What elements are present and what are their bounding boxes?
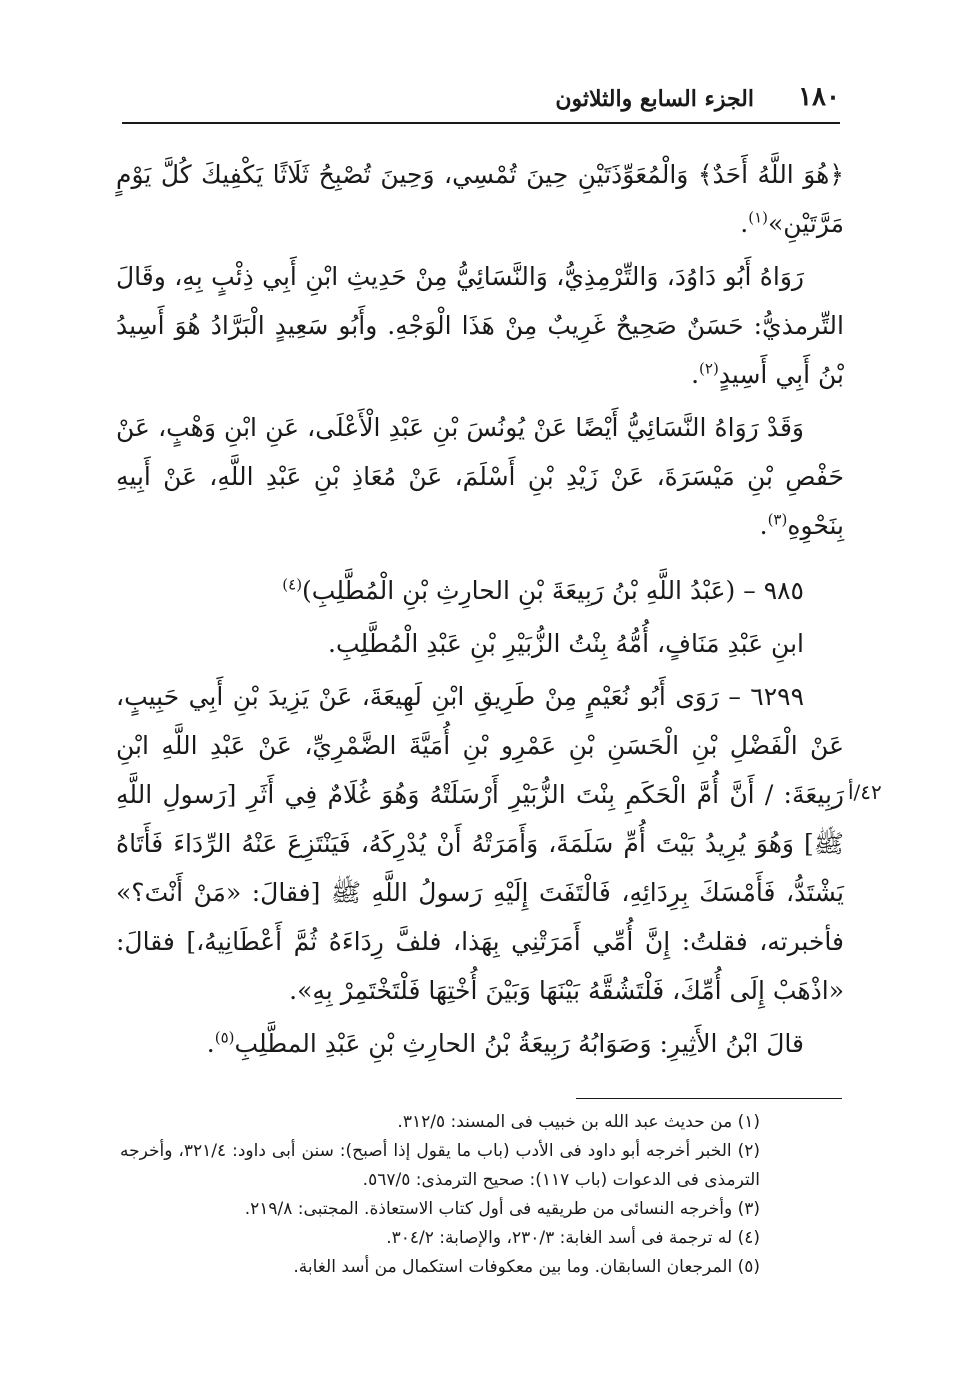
main-text [116,150,844,1072]
hadith-number: ٦٢٩٩ [750,682,805,711]
paragraph: ﴿هُوَ اللَّهُ أَحَدٌ﴾ وَالْمُعَوِّذَتَيْنِ حِينَ تُمْسِي، وَحِينَ تُصْبِحُ ثَلَاثًا يَكْفِيكَ كُلَّ يَوْمٍ مَرَّتَيْنِ»$^{(١)}$. [116,160,844,238]
paragraph: رَوَاهُ أَبُو دَاوُدَ، وَالتِّرْمِذِيُّ، وَالنَّسَائِيُّ مِنْ حَدِيثِ ابْنِ أَبِي ذِئْبٍ بِهِ، وقَالَ التِّرمذيُّ: حَسَنٌ صَحِيحٌ غَرِيبٌ مِنْ هَذَا الْوَجْهِ. وأَبُو سَعِيدٍ الْبَرَّادُ هُوَ أَسِيدُ بْنُ أَبِي أَسِيدٍ$^{(٢)}$. [116,262,844,389]
footnote-mark: (٤) [282,575,303,594]
page-number: ١٨٠ [798,82,840,112]
running-title: الجزء السابع والثلاثون [555,86,754,112]
page-header [122,78,840,118]
footnote-rule [576,1098,842,1099]
footnote-mark: (٣) [767,510,788,529]
header-rule [122,122,840,124]
hadith-paragraph: ٦٢٩٩ – رَوَى أَبُو نُعَيْمٍ مِنْ طَرِيقِ ابْنِ لَهِيعَةَ، عَنْ يَزِيدَ بْنِ أَبِي حَبِيبٍ، عَنْ الْفَضْلِ بْنِ الْحَسَنِ بْنِ عَمْرِو بْنِ أُمَيَّةَ الضَّمْرِيِّ، عَنْ عَبْدِ اللَّهِ ابْنِ رَبِيعَةَ: / أَنَّ أُمَّ الْحَكَمِ بِنْتَ الزُّبَيْرِ أَرْسَلَتْهُ وَهُوَ غُلَامٌ فِي أَثَرِ [رَسولِ اللَّهِ ﷺ] وَهُوَ يُرِيدُ بَيْتَ أُمِّ سَلَمَةَ، وَأَمَرَتْهُ أَنْ يُدْرِكَهُ، فَيَنْتَزِعَ عَنْهُ الرِّدَاءَ فَأَتَاهُ يَشْتَدُّ، فَأَمْسَكَ بِرِدَائِهِ، فَالْتَفَتَ إِلَيْهِ رَسولُ اللَّهِ ﷺ [فقالَ: «مَنْ أَنْتَ؟» فأخبرته، فقلتُ: إِنَّ أُمِّي أَمَرَتْنِي بِهَذا، فلفَّ رِدَاءَهُ ثُمَّ أَعْطَانِيهُ،] فقالَ: «اذْهَبْ إِلَى أُمِّكَ، فَلْتَشُقَّهُ بَيْنَهَا وَبَيْنَ أُخْتِهَا فَلْتَخْتَمِرْ بِهِ». [116,682,844,1005]
manuscript-folio-marker: ٤٢/أ [848,780,882,804]
hadith-text: رَوَى أَبُو نُعَيْمٍ مِنْ طَرِيقِ ابْنِ لَهِيعَةَ، عَنْ يَزِيدَ بْنِ أَبِي حَبِيبٍ، عَنْ الْفَضْلِ بْنِ الْحَسَنِ بْنِ عَمْرِو بْنِ أُمَيَّةَ الضَّمْرِيِّ، عَنْ عَبْدِ اللَّهِ ابْنِ رَبِيعَةَ: / أَنَّ أُمَّ الْحَكَمِ بِنْتَ الزُّبَيْرِ أَرْسَلَتْهُ وَهُوَ غُلَامٌ فِي أَثَرِ [رَسولِ اللَّهِ ﷺ] وَهُوَ يُرِيدُ بَيْتَ أُمِّ سَلَمَةَ، وَأَمَرَتْهُ أَنْ يُدْرِكَهُ، فَيَنْتَزِعَ عَنْهُ الرِّدَاءَ فَأَتَاهُ يَشْتَدُّ، فَأَمْسَكَ بِرِدَائِهِ، فَالْتَفَتَ إِلَيْهِ رَسولُ اللَّهِ ﷺ [فقالَ: «مَنْ أَنْتَ؟» فأخبرته، فقلتُ: إِنَّ أُمِّي أَمَرَتْنِي بِهَذا، فلفَّ رِدَاءَهُ ثُمَّ أَعْطَانِيهُ،] فقالَ: «اذْهَبْ إِلَى أُمِّكَ، فَلْتَشُقَّهُ بَيْنَهَا وَبَيْنَ أُخْتِهَا فَلْتَخْتَمِرْ بِهِ». [116,682,844,1005]
entry-heading: ٩٨٥ – (عَبْدُ اللَّهِ بْنُ رَبِيعَةَ بْنِ الحارِثِ بْنِ الْمُطَّلِبِ)$^{(٤)}$ [282,575,804,605]
entry-title: (عَبْدُ اللَّهِ بْنُ رَبِيعَةَ بْنِ الحارِثِ بْنِ الْمُطَّلِبِ) [302,576,736,605]
footnotes [120,1108,760,1282]
footnote: (٣) وأخرجه النسائى من طريقيه فى أول كتاب الاستعاذة. المجتبى: ٢١٩/٨. [244,1199,760,1219]
footnote-mark: (١) [748,208,768,227]
entry-number: ٩٨٥ [763,576,804,605]
footnote: (١) من حديث عبد الله بن خبيب فى المسند: ٣١٢/٥. [397,1112,760,1132]
footnote: (٤) له ترجمة فى أسد الغابة: ٢٣٠/٣، والإصابة: ٣٠٤/٢. [386,1228,760,1248]
paragraph: وَقَدْ رَوَاهُ النَّسَائِيُّ أَيْضًا عَنْ يُونُسَ بْنِ عَبْدِ الْأَعْلَى، عَنِ ابْنِ وَهْبٍ، عَنْ حَفْصِ بْنِ مَيْسَرَةَ، عَنْ زَيْدِ بْنِ أَسْلَمَ، عَنْ مُعَاذِ بْنِ عَبْدِ اللَّهِ، عَنْ أَبِيهِ بِنَحْوِهِ$^{(٣)}$. [116,413,844,540]
footnote: (٢) الخبر أخرجه أبو داود فى الأدب (باب ما يقول إذا أصبح): سنن أبى داود: ٣٢١/٤، وأخرجه الترمذى فى الدعوات (باب ١١٧): صحيح الترمذى: ٥٦٧/٥. [120,1141,760,1190]
footnote-mark: (٥) [214,1028,235,1047]
footnote-mark: (٢) [699,359,719,378]
closing-paragraph: قالَ ابْنُ الأَثِيرِ: وَصَوَابُهُ رَبِيعَةُ بْنُ الحارِثِ بْنِ عَبْدِ المطَّلِبِ$^{(٥)}$. [206,1028,804,1058]
entry-subtitle: ابنِ عَبْدِ مَنَافٍ، أُمُّهُ بِنْتُ الزُّبَيْرِ بْنِ عَبْدِ الْمُطَّلِبِ. [328,629,804,658]
footnote: (٥) المرجعان السابقان. وما بين معكوفات استكمال من أسد الغابة. [293,1257,760,1277]
